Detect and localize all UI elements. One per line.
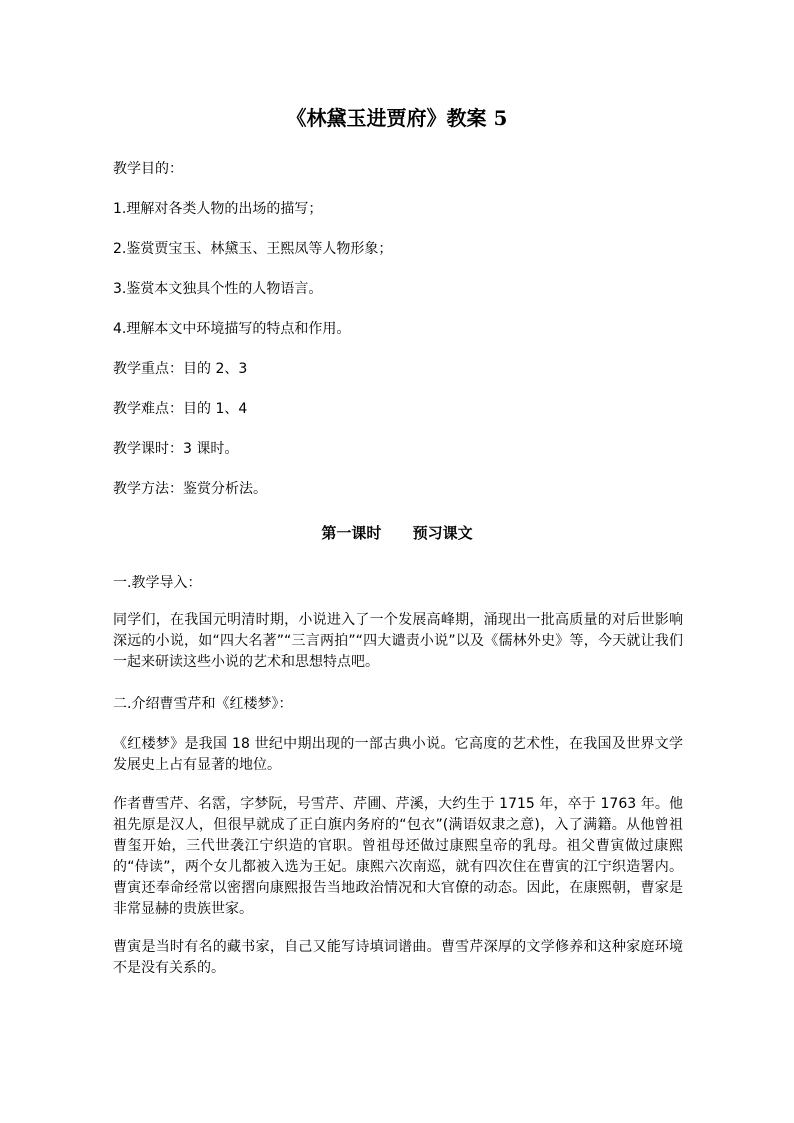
key-points: 教学重点：目的 2、3 [113,361,248,377]
objective-item: 1.理解对各类人物的出场的描写； [113,201,323,217]
lesson-title: 第一课时 预习课文 [321,524,473,542]
class-hours: 教学课时：3 课时。 [113,441,239,457]
difficulties: 教学难点：目的 1、4 [113,401,248,417]
section2-paragraph: 作者曹雪芹、名霑，字梦阮，号雪芹、芹圃、芹溪，大约生于 1715 年，卒于 1763 年。他祖先原是汉人，但很早就成了正白旗内务府的“包衣”(满语奴隶之意)，入了满籍。从他曾祖曹玺开始，三代世袭江宁织造的官职。曾祖母还做过康熙皇帝的乳母。祖父曹寅做过康熙的“侍读”，两个女儿都被入选为王妃。康熙六次南巡，就有四次住在曹寅的江宁织造署内。曹寅还奉命经常以密摺向康熙报告当地政治情况和大官僚的动态。因此，在康熙朝，曹家是非常显赫的贵族世家。 [113,796,683,917]
objective-item: 2.鉴赏贾宝玉、林黛玉、王熙凤等人物形象； [113,241,393,257]
section1-body: 同学们，在我国元明清时期，小说进入了一个发展高峰期，涌现出一批高质量的对后世影响深远的小说，如“四大名著”“三言两拍”“四大谴责小说”以及《儒林外史》等，今天就让我们一起来研读这些小说的艺术和思想特点吧。 [113,612,683,670]
section2-paragraph: 《红楼梦》是我国 18 世纪中期出现的一部古典小说。它高度的艺术性，在我国及世界文学发展史上占有显著的地位。 [113,736,683,773]
section2-heading: 二.介绍曹雪芹和《红楼梦》： [113,696,293,712]
section2-paragraph: 曹寅是当时有名的藏书家，自己又能写诗填词谱曲。曹雪芹深厚的文学修养和这种家庭环境不是没有关系的。 [113,939,683,976]
section1-heading: 一.教学导入： [113,575,202,591]
document-title: 《林黛玉进贾府》教案 5 [286,106,508,130]
teaching-method: 教学方法：鉴赏分析法。 [113,481,267,497]
objective-item: 4.理解本文中环境描写的特点和作用。 [113,321,351,337]
objective-item: 3.鉴赏本文独具个性的人物语言。 [113,281,323,297]
objectives-heading: 教学目的： [113,161,183,177]
